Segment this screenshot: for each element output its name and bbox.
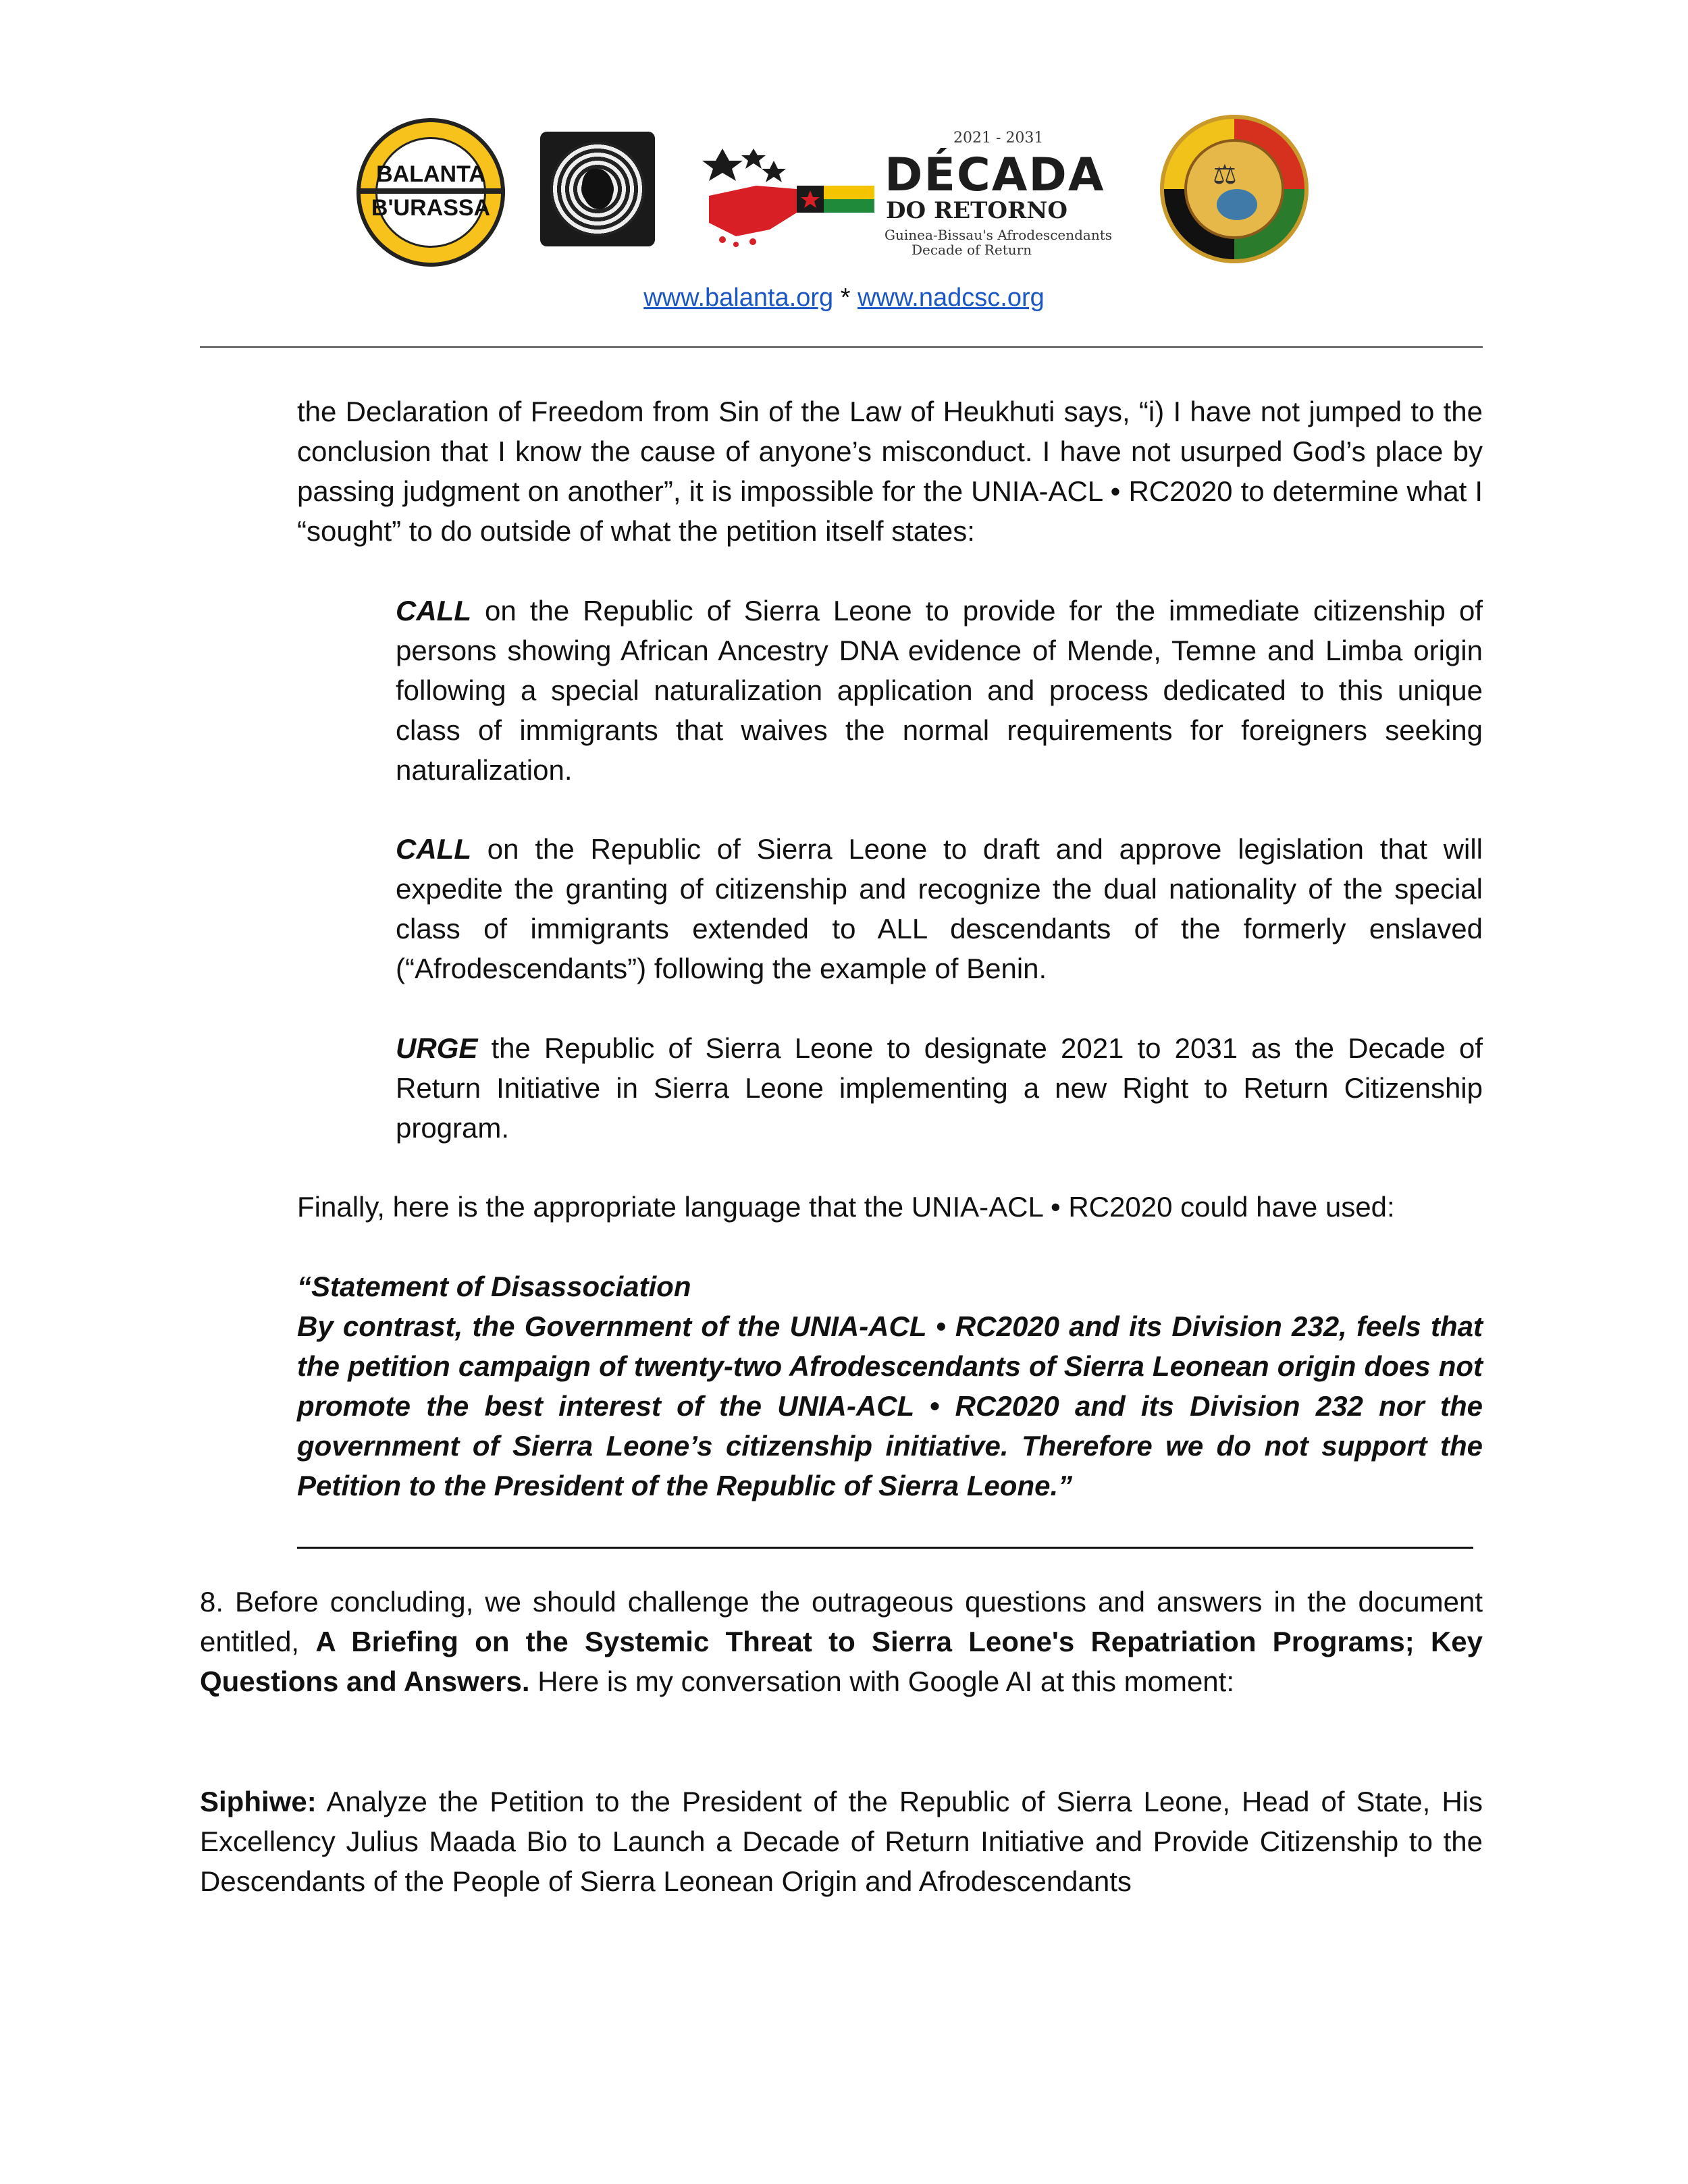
decade-years: 2021 - 2031	[953, 130, 1044, 147]
decada-tagline-2: Decade of Return	[912, 242, 1032, 258]
nadcsc-seal-center	[1184, 139, 1284, 239]
guinea-bissau-map-icon	[695, 149, 878, 250]
decada-tagline-1: Guinea-Bissau's Afrodescendants	[885, 227, 1113, 243]
header-links	[0, 284, 1688, 313]
paragraph-8-outro: Here is my conversation with Google AI at this moment:	[529, 1666, 1234, 1697]
quote-lead-call-2: CALL	[396, 833, 471, 865]
briefing-title: A Briefing on the Systemic Threat to Sierra Leone's Repatriation Programs; Key Questions and Answers.	[200, 1626, 1483, 1697]
header-divider	[200, 346, 1483, 348]
quote-lead-urge: URGE	[396, 1032, 478, 1064]
scales-of-justice-icon: ⚖	[1213, 160, 1237, 190]
tree-icon	[1217, 189, 1257, 220]
quote-text-3: the Republic of Sierra Leone to designate 2021 to 2031 as the Decade of Return Initiative in Sierra Leone implementing a new Right to Return Citizenship program.	[396, 1032, 1483, 1144]
paragraph-8-intro: 8. Before concluding, we should challenge the outrageous questions and answers in the document entitled,	[200, 1586, 1483, 1657]
speaker-text: Analyze the Petition to the President of the Republic of Sierra Leone, Head of State, His Excellency Julius Maada Bio to Launch a Decade of Return Initiative and Provide Citizenship to the Descendants of the People of Sierra Leonean Origin and Afrodescendants	[200, 1786, 1483, 1897]
section-divider	[297, 1547, 1473, 1549]
lineage-restoration-logo	[540, 132, 655, 246]
balanta-logo-bottom-text: B'URASSA	[371, 195, 491, 221]
decada-title: DÉCADA	[885, 149, 1105, 202]
paragraph-heukhuti: the Declaration of Freedom from Sin of the Law of Heukhuti says, “i) I have not jumped to the conclusion that I know the cause of anyone’s misconduct. I have not usurped God’s place by passing judgment on another”, it is impossible for the UNIA-ACL • RC2020 to determine what I “sought” to do outside of what the petition itself states:	[297, 396, 1483, 547]
speaker-label: Siphiwe:	[200, 1786, 317, 1817]
nadcsc-link[interactable]: www.nadcsc.org	[858, 284, 1045, 312]
balanta-logo	[357, 118, 505, 267]
paragraph-siphiwe	[200, 1782, 1483, 1901]
quote-text-1: on the Republic of Sierra Leone to provide for the immediate citizenship of persons showing African Ancestry DNA evidence of Mende, Temne and Limba origin following a special naturalization application and process dedicated to this unique class of immigrants that waives the normal requirements for foreigners seeking naturalization.	[396, 595, 1483, 786]
petition-quote-2	[396, 829, 1483, 988]
statement-of-disassociation	[297, 1267, 1483, 1506]
header-logos	[0, 115, 1688, 263]
statement-title: “Statement of Disassociation	[297, 1271, 691, 1302]
balanta-logo-top-text: BALANTA	[376, 161, 485, 187]
statement-text: By contrast, the Government of the UNIA-ACL • RC2020 and its Division 232, feels that the petition campaign of twenty-two Afrodescendants of Sierra Leonean origin does not promote the best interest of the UNIA-ACL • RC2020 and its Division 232 nor the government of Sierra Leone’s citizenship initiative. Therefore we do not support the Petition to the President of the Republic of Sierra Leone.”	[297, 1310, 1483, 1501]
balanta-link[interactable]: www.balanta.org	[643, 284, 834, 312]
quote-lead-call-1: CALL	[396, 595, 471, 627]
petition-quote-3	[396, 1028, 1483, 1148]
link-separator: *	[833, 284, 858, 312]
balanta-logo-band	[357, 188, 505, 194]
quote-text-2: on the Republic of Sierra Leone to draft and approve legislation that will expedite the granting of citizenship and recognize the dual nationality of the special class of immigrants extended to ALL descendants of the formerly enslaved (“Afrodescendants”) following the example of Benin.	[396, 833, 1483, 984]
petition-quote-1	[396, 591, 1483, 790]
paragraph-8	[200, 1582, 1483, 1701]
decada-subtitle: DO RETORNO	[886, 197, 1067, 224]
decada-do-retorno-logo	[689, 115, 1128, 263]
paragraph-finally: Finally, here is the appropriate language that the UNIA-ACL • RC2020 could have used:	[297, 1191, 1395, 1223]
nadcsc-seal	[1160, 115, 1309, 263]
